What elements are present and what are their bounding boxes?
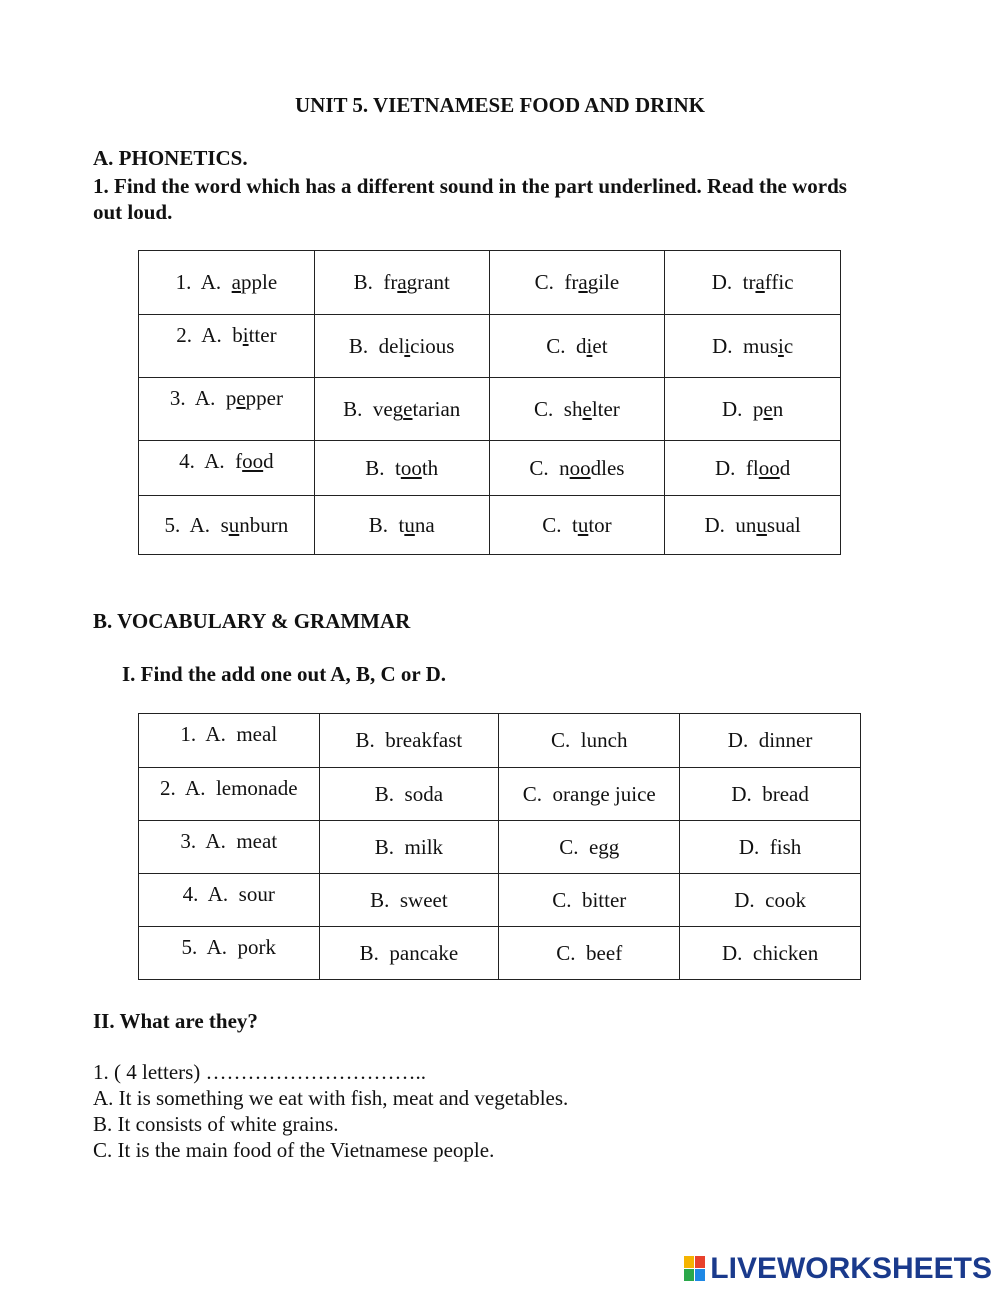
table-cell <box>139 315 315 378</box>
table-cell <box>139 927 320 980</box>
underlined-part: u <box>756 512 767 537</box>
option-text: C. beef <box>556 940 623 965</box>
odd-one-out-table <box>138 713 861 980</box>
word-part: C. <box>534 396 564 421</box>
logo-text: LIVEWORKSHEETS <box>710 1252 992 1285</box>
option-text: C. lunch <box>551 728 628 752</box>
word-part: B. <box>368 512 399 537</box>
word-part: d <box>576 333 587 358</box>
table-cell <box>139 496 315 555</box>
table-row <box>139 821 861 874</box>
table-row <box>139 251 841 315</box>
word-part: C. <box>534 270 565 294</box>
option-text: 4. A. sour <box>182 882 275 906</box>
table-cell <box>139 251 315 315</box>
liveworksheets-logo[interactable] <box>684 1254 992 1284</box>
word-part: B. <box>343 396 373 421</box>
underlined-part: a <box>397 270 407 294</box>
underlined-part: a <box>578 270 588 294</box>
table-cell <box>489 441 665 496</box>
option-text: D. chicken <box>721 940 819 965</box>
table-cell <box>319 927 499 980</box>
underlined-part: u <box>228 512 240 537</box>
table-cell <box>665 315 841 378</box>
word-part: B. <box>353 270 384 294</box>
table-cell <box>139 821 320 874</box>
underlined-part: oo <box>569 455 591 480</box>
word-part: dles <box>590 455 625 480</box>
table-cell <box>680 874 861 927</box>
table-row <box>139 768 861 821</box>
word-part: pple <box>240 270 278 294</box>
word-part: nburn <box>239 512 289 537</box>
word-part: s <box>220 512 229 537</box>
word-part: grant <box>406 270 450 294</box>
word-part: 5. A. <box>164 512 221 537</box>
table-cell <box>319 874 499 927</box>
question-line: 1. ( 4 letters) ………………………….. <box>93 1060 427 1084</box>
table-cell <box>314 315 489 378</box>
underlined-part: i <box>242 323 249 347</box>
table-cell <box>499 821 680 874</box>
word-part: f <box>235 449 243 473</box>
word-part: cious <box>410 333 455 358</box>
underlined-part: e <box>763 396 773 421</box>
table-cell <box>314 378 489 441</box>
option-text: C. orange juice <box>522 781 656 806</box>
table-row <box>139 441 841 496</box>
word-part: d <box>263 449 274 473</box>
option-text: B. breakfast <box>355 728 463 752</box>
word-part: 4. A. <box>179 449 236 473</box>
clue-b: B. It consists of white grains. <box>93 1112 339 1136</box>
table-cell <box>314 496 489 555</box>
underlined-part: u <box>577 512 589 537</box>
table-row <box>139 927 861 980</box>
table-cell <box>499 874 680 927</box>
option-text: C. bitter <box>552 887 627 912</box>
word-part: fr <box>383 270 398 294</box>
underlined-part: i <box>404 333 411 358</box>
section-b-heading: B. VOCABULARY & GRAMMAR <box>93 609 411 633</box>
word-part: D. <box>712 333 743 358</box>
word-part: 3. A. <box>169 386 226 410</box>
table-cell <box>665 496 841 555</box>
word-part: C. <box>529 455 560 480</box>
word-part: tr <box>742 270 756 294</box>
logo-blocks-icon <box>684 1256 706 1282</box>
table-cell <box>665 441 841 496</box>
table-cell <box>319 768 499 821</box>
word-part: D. <box>704 512 736 537</box>
underlined-part: e <box>582 396 592 421</box>
table-cell <box>489 251 665 315</box>
option-text: 3. A. meat <box>180 829 278 853</box>
word-part: t <box>571 512 578 537</box>
table-cell <box>499 768 680 821</box>
option-text: B. sweet <box>370 887 448 912</box>
table-cell <box>319 714 499 768</box>
table-cell <box>139 378 315 441</box>
table-cell <box>139 714 320 768</box>
word-part: tor <box>588 512 612 537</box>
table-cell <box>139 441 315 496</box>
word-part: mus <box>743 333 779 358</box>
table-cell <box>314 441 489 496</box>
underlined-part: i <box>586 333 593 358</box>
word-part: c <box>783 333 794 358</box>
option-text: B. pancake <box>359 940 459 965</box>
word-part: d <box>779 455 791 480</box>
table-cell <box>680 821 861 874</box>
word-part: tter <box>248 323 277 347</box>
table-cell <box>139 768 320 821</box>
word-part: n <box>772 396 784 421</box>
underlined-part: oo <box>400 455 422 480</box>
underlined-part: u <box>404 512 415 537</box>
underlined-part: e <box>236 386 246 410</box>
part1-heading: I. Find the add one out A, B, C or D. <box>122 662 447 686</box>
table-cell <box>319 821 499 874</box>
word-part: gile <box>587 270 620 294</box>
word-part: D. <box>715 455 746 480</box>
underlined-part: e <box>403 396 413 421</box>
word-part: del <box>378 333 405 358</box>
word-part: 1. A. <box>175 270 232 294</box>
underlined-part: i <box>778 333 784 358</box>
word-part: sh <box>563 396 583 421</box>
table-cell <box>499 714 680 768</box>
word-part: B. <box>365 455 395 480</box>
word-part: 2. A. <box>176 323 233 347</box>
word-part: fr <box>564 270 579 294</box>
option-text: 1. A. meal <box>180 722 278 746</box>
table-row <box>139 315 841 378</box>
word-part: lter <box>591 396 620 421</box>
table-cell <box>680 927 861 980</box>
word-part: sual <box>766 512 801 537</box>
option-text: D. cook <box>734 887 806 912</box>
table-cell <box>489 315 665 378</box>
option-text: C. egg <box>559 834 620 859</box>
option-text: D. fish <box>738 834 802 859</box>
word-part: B. <box>348 333 379 358</box>
part2-heading: II. What are they? <box>93 1009 258 1033</box>
table-cell <box>665 251 841 315</box>
word-part: tarian <box>412 396 461 421</box>
option-text: B. soda <box>374 781 444 806</box>
page-title: UNIT 5. VIETNAMESE FOOD AND DRINK <box>295 93 705 117</box>
word-part: na <box>414 512 435 537</box>
section-a-heading: A. PHONETICS. <box>93 146 248 170</box>
table-cell <box>314 251 489 315</box>
table-cell <box>680 714 861 768</box>
word-part: p <box>225 386 237 410</box>
underlined-part: a <box>231 270 241 294</box>
word-part: t <box>398 512 405 537</box>
word-part: un <box>735 512 757 537</box>
option-text: B. milk <box>374 834 444 859</box>
word-part: n <box>559 455 570 480</box>
word-part: t <box>394 455 401 480</box>
phonetics-table <box>138 250 841 555</box>
clue-c: C. It is the main food of the Vietnamese people. <box>93 1138 495 1162</box>
table-cell <box>665 378 841 441</box>
table-row <box>139 496 841 555</box>
underlined-part: oo <box>242 449 264 473</box>
word-part: C. <box>546 333 577 358</box>
table-cell <box>499 927 680 980</box>
word-part: D. <box>711 270 743 294</box>
word-part: b <box>232 323 243 347</box>
word-part: ffic <box>764 270 794 294</box>
word-part: p <box>752 396 764 421</box>
word-part: veg <box>372 396 404 421</box>
table-cell <box>139 874 320 927</box>
word-part: pper <box>245 386 283 410</box>
table-row <box>139 874 861 927</box>
table-row <box>139 714 861 768</box>
underlined-part: a <box>755 270 765 294</box>
option-text: D. bread <box>731 781 809 806</box>
option-text: 5. A. pork <box>181 935 276 959</box>
word-part: fl <box>745 455 759 480</box>
word-part: th <box>421 455 439 480</box>
underlined-part: oo <box>758 455 780 480</box>
table-row <box>139 378 841 441</box>
table-cell <box>489 378 665 441</box>
word-part: et <box>592 333 608 358</box>
word-part: D. <box>722 396 753 421</box>
section-a-instruction: 1. Find the word which has a different sound in the part underlined. Read the words out loud. <box>93 174 847 224</box>
table-cell <box>489 496 665 555</box>
option-text: D. dinner <box>727 728 813 752</box>
option-text: 2. A. lemonade <box>159 776 298 800</box>
clue-a: A. It is something we eat with fish, meat and vegetables. <box>93 1086 569 1110</box>
table-cell <box>680 768 861 821</box>
word-part: C. <box>542 512 572 537</box>
